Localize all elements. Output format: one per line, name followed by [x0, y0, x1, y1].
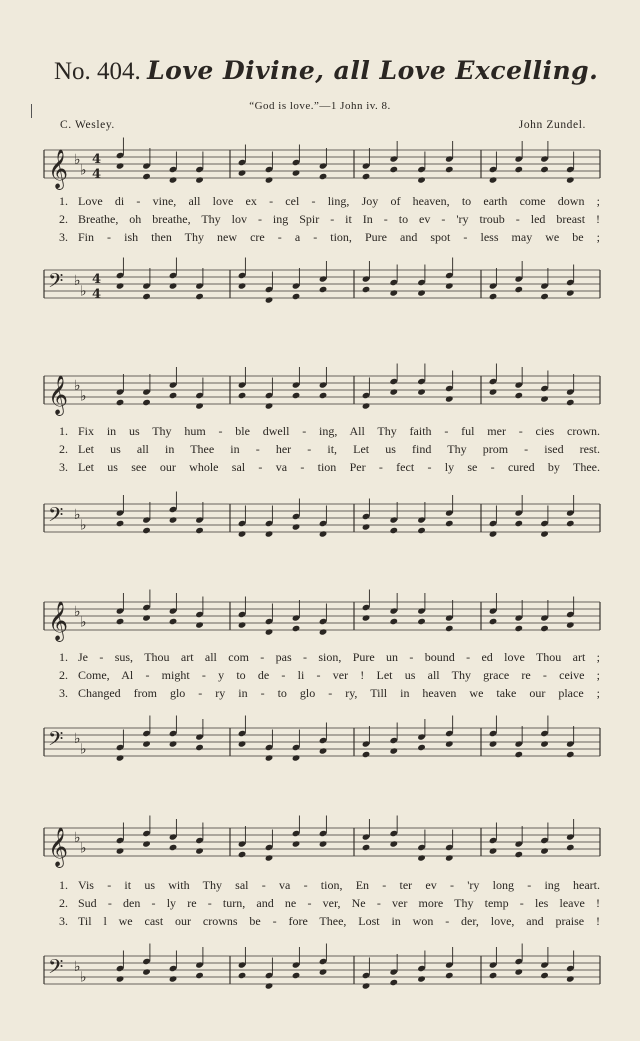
scripture-epigraph: “God is love.”—1 John iv. 8.	[249, 100, 391, 112]
note-head	[142, 740, 151, 747]
note-head	[540, 847, 549, 854]
time-signature-icon: 4	[92, 287, 102, 302]
flat-icon: ♭	[74, 152, 81, 168]
treble-clef-icon: 𝄞	[48, 375, 69, 415]
note-head	[540, 740, 549, 747]
note-head	[319, 530, 328, 537]
time-signature-icon: 4	[92, 272, 102, 287]
time-signature-icon: 4	[92, 152, 102, 167]
note-head	[540, 395, 549, 402]
note-head	[566, 520, 575, 527]
music-system-2	[44, 366, 600, 536]
note-head	[292, 523, 301, 530]
verse-line	[44, 912, 600, 930]
bass-clef-icon: 𝄢	[48, 503, 64, 531]
note-head	[142, 173, 151, 180]
note-head	[566, 289, 575, 296]
note-head	[265, 402, 274, 409]
note-head	[195, 847, 204, 854]
lyric-text: Changed from glo - ry in - to glo - ry, Till in heaven we take our place ;	[78, 686, 600, 700]
flat-icon: ♭	[80, 283, 87, 300]
verse-number: 2.	[59, 668, 68, 682]
note-head	[514, 286, 523, 293]
hymn-title: Love Divine, all Love Excelling.	[147, 56, 599, 85]
bass-staff	[44, 946, 600, 996]
note-head	[169, 975, 178, 982]
note-head	[389, 527, 398, 534]
note-head	[142, 527, 151, 534]
note-head	[238, 851, 247, 858]
note-head	[362, 402, 371, 409]
flat-icon: ♭	[80, 388, 87, 405]
music-system-3	[44, 592, 600, 762]
note-head	[116, 754, 125, 761]
note-head	[417, 744, 426, 751]
note-head	[195, 621, 204, 628]
note-head	[319, 840, 328, 847]
flat-icon: ♭	[74, 830, 81, 846]
lyric-text: Sud - den - ly re - turn, and ne - ver, Ne - ver more Thy temp - les leave !	[78, 896, 600, 910]
note-head	[389, 388, 398, 395]
note-head	[566, 844, 575, 851]
lyric-text: Je - sus, Thou art all com - pas - sion, Pure un - bound - ed love Thou art ;	[78, 650, 600, 664]
note-head	[417, 618, 426, 625]
verse-line	[44, 422, 600, 440]
note-head	[389, 289, 398, 296]
hymn-title-line	[54, 56, 614, 86]
verse-block	[44, 648, 600, 702]
note-head	[514, 166, 523, 173]
note-head	[238, 621, 247, 628]
note-head	[265, 628, 274, 635]
verse-number: 1.	[59, 424, 68, 438]
note-head	[116, 162, 125, 169]
note-head	[362, 844, 371, 851]
note-head	[540, 166, 549, 173]
note-head	[489, 740, 498, 747]
note-head	[292, 754, 301, 761]
lyric-text: Come, Al - might - y to de - li - ver ! Let us all Thy grace re - ceive ;	[78, 668, 600, 682]
verse-number: 3.	[59, 686, 68, 700]
treble-clef-icon: 𝄞	[48, 827, 69, 867]
note-head	[319, 392, 328, 399]
note-head	[319, 173, 328, 180]
note-head	[566, 751, 575, 758]
music-system-1	[44, 140, 600, 310]
staff-lines	[44, 602, 600, 630]
verse-line	[44, 228, 600, 246]
flat-icon: ♭	[80, 840, 87, 857]
note-head	[514, 851, 523, 858]
flat-icon: ♭	[80, 162, 87, 179]
note-head	[540, 972, 549, 979]
note-head	[566, 399, 575, 406]
note-head	[265, 530, 274, 537]
note-head	[489, 530, 498, 537]
note-head	[142, 840, 151, 847]
note-head	[389, 166, 398, 173]
verse-number: 1.	[59, 878, 68, 892]
note-head	[238, 740, 247, 747]
lyric-text: Love di - vine, all love ex - cel - ling, Joy of heaven, to earth come down ;	[78, 194, 600, 208]
treble-staff	[44, 818, 600, 868]
note-head	[389, 840, 398, 847]
note-head	[292, 625, 301, 632]
note-head	[417, 527, 426, 534]
note-head	[540, 530, 549, 537]
note-head	[195, 744, 204, 751]
note-head	[265, 754, 274, 761]
note-head	[319, 628, 328, 635]
note-head	[445, 166, 454, 173]
note-head	[362, 523, 371, 530]
bass-staff	[44, 260, 600, 310]
time-signature-icon: 4	[92, 167, 102, 182]
note-head	[142, 399, 151, 406]
flat-icon: ♭	[74, 507, 81, 523]
note-head	[265, 982, 274, 989]
note-head	[489, 618, 498, 625]
note-head	[489, 847, 498, 854]
note-head	[238, 282, 247, 289]
lyric-text: Breathe, oh breathe, Thy lov - ing Spir - it In - to ev - 'ry troub - led breast !	[78, 212, 600, 226]
note-head	[319, 747, 328, 754]
note-head	[514, 392, 523, 399]
note-head	[417, 388, 426, 395]
verse-line	[44, 666, 600, 684]
note-head	[169, 282, 178, 289]
note-head	[292, 972, 301, 979]
music-system-4	[44, 818, 600, 988]
note-head	[292, 392, 301, 399]
verse-block	[44, 192, 600, 246]
note-head	[195, 972, 204, 979]
note-head	[169, 176, 178, 183]
lyric-text: Vis - it us with Thy sal - va - tion, En - ter ev - 'ry long - ing heart.	[78, 878, 600, 892]
verse-line	[44, 894, 600, 912]
note-head	[169, 844, 178, 851]
note-head	[566, 975, 575, 982]
flat-icon: ♭	[80, 741, 87, 758]
note-head	[195, 527, 204, 534]
note-head	[142, 614, 151, 621]
bass-clef-icon: 𝄢	[48, 269, 64, 297]
note-head	[489, 388, 498, 395]
verse-block	[44, 422, 600, 476]
verse-number: 2.	[59, 896, 68, 910]
lyric-text: Fin - ish then Thy new cre - a - tion, Pure and spot - less may we be ;	[78, 230, 600, 244]
flat-icon: ♭	[80, 969, 87, 986]
lyric-text: Fix in us Thy hum - ble dwell - ing, All Thy faith - ful mer - cies crown.	[78, 424, 600, 438]
treble-staff	[44, 140, 600, 190]
note-head	[514, 625, 523, 632]
treble-clef-icon: 𝄞	[48, 149, 69, 189]
note-head	[489, 293, 498, 300]
note-head	[195, 293, 204, 300]
note-head	[417, 289, 426, 296]
note-head	[362, 982, 371, 989]
note-head	[417, 176, 426, 183]
treble-clef-icon: 𝄞	[48, 601, 69, 641]
bass-clef-icon: 𝄢	[48, 955, 64, 983]
composer-credit: John Zundel.	[518, 119, 586, 131]
note-head	[489, 176, 498, 183]
bass-clef-icon: 𝄢	[48, 727, 64, 755]
note-head	[265, 296, 274, 303]
note-head	[514, 520, 523, 527]
note-head	[445, 972, 454, 979]
flat-icon: ♭	[74, 604, 81, 620]
hymn-number: No. 404.	[54, 58, 141, 85]
note-head	[292, 293, 301, 300]
lyric-text: Til l we cast our crowns be - fore Thee, Lost in won - der, love, and praise !	[78, 914, 600, 928]
lyric-text: Let us all in Thee in - her - it, Let us find Thy prom - ised rest.	[78, 442, 600, 456]
flat-icon: ♭	[80, 517, 87, 534]
note-head	[116, 975, 125, 982]
bass-staff	[44, 494, 600, 544]
note-head	[362, 614, 371, 621]
note-head	[445, 282, 454, 289]
note-head	[319, 968, 328, 975]
note-head	[362, 751, 371, 758]
staff-lines	[44, 376, 600, 404]
verse-number: 2.	[59, 442, 68, 456]
verse-line	[44, 458, 600, 476]
note-head	[445, 854, 454, 861]
verse-number: 3.	[59, 460, 68, 474]
note-head	[238, 392, 247, 399]
note-head	[445, 395, 454, 402]
note-head	[265, 176, 274, 183]
verse-line	[44, 210, 600, 228]
note-head	[195, 176, 204, 183]
note-head	[169, 618, 178, 625]
note-head	[540, 293, 549, 300]
note-head	[116, 618, 125, 625]
note-head	[445, 625, 454, 632]
verse-line	[44, 440, 600, 458]
verse-line	[44, 192, 600, 210]
note-head	[238, 169, 247, 176]
note-head	[142, 968, 151, 975]
note-head	[116, 847, 125, 854]
note-head	[169, 392, 178, 399]
note-head	[514, 968, 523, 975]
note-head	[238, 972, 247, 979]
lyric-text: Let us see our whole sal - va - tion Per - fect - ly se - cured by Thee.	[78, 460, 600, 474]
note-head	[362, 173, 371, 180]
note-head	[169, 516, 178, 523]
note-head	[540, 625, 549, 632]
note-head	[265, 854, 274, 861]
note-head	[169, 740, 178, 747]
flat-icon: ♭	[80, 614, 87, 631]
staff-lines	[44, 504, 600, 532]
treble-staff	[44, 592, 600, 642]
verse-number: 3.	[59, 230, 68, 244]
note-head	[566, 176, 575, 183]
verse-number: 1.	[59, 194, 68, 208]
flat-icon: ♭	[74, 273, 81, 289]
author-credit: C. Wesley.	[60, 119, 115, 131]
note-head	[116, 282, 125, 289]
bass-staff	[44, 718, 600, 768]
treble-staff	[44, 366, 600, 416]
verse-line	[44, 684, 600, 702]
verse-number: 1.	[59, 650, 68, 664]
note-head	[389, 979, 398, 986]
note-head	[116, 399, 125, 406]
note-head	[238, 530, 247, 537]
note-head	[362, 286, 371, 293]
note-head	[389, 618, 398, 625]
verse-number: 2.	[59, 212, 68, 226]
note-head	[292, 169, 301, 176]
note-head	[142, 293, 151, 300]
verse-block	[44, 876, 600, 930]
verse-line	[44, 876, 600, 894]
note-head	[445, 740, 454, 747]
note-head	[445, 520, 454, 527]
note-head	[195, 402, 204, 409]
note-head	[292, 840, 301, 847]
verse-line	[44, 648, 600, 666]
flat-icon: ♭	[74, 959, 81, 975]
staff-lines	[44, 270, 600, 298]
note-head	[514, 751, 523, 758]
note-head	[417, 975, 426, 982]
note-head	[389, 747, 398, 754]
verse-number: 3.	[59, 914, 68, 928]
note-head	[417, 854, 426, 861]
note-head	[566, 621, 575, 628]
note-head	[319, 286, 328, 293]
flat-icon: ♭	[74, 731, 81, 747]
flat-icon: ♭	[74, 378, 81, 394]
note-head	[489, 972, 498, 979]
note-head	[116, 520, 125, 527]
